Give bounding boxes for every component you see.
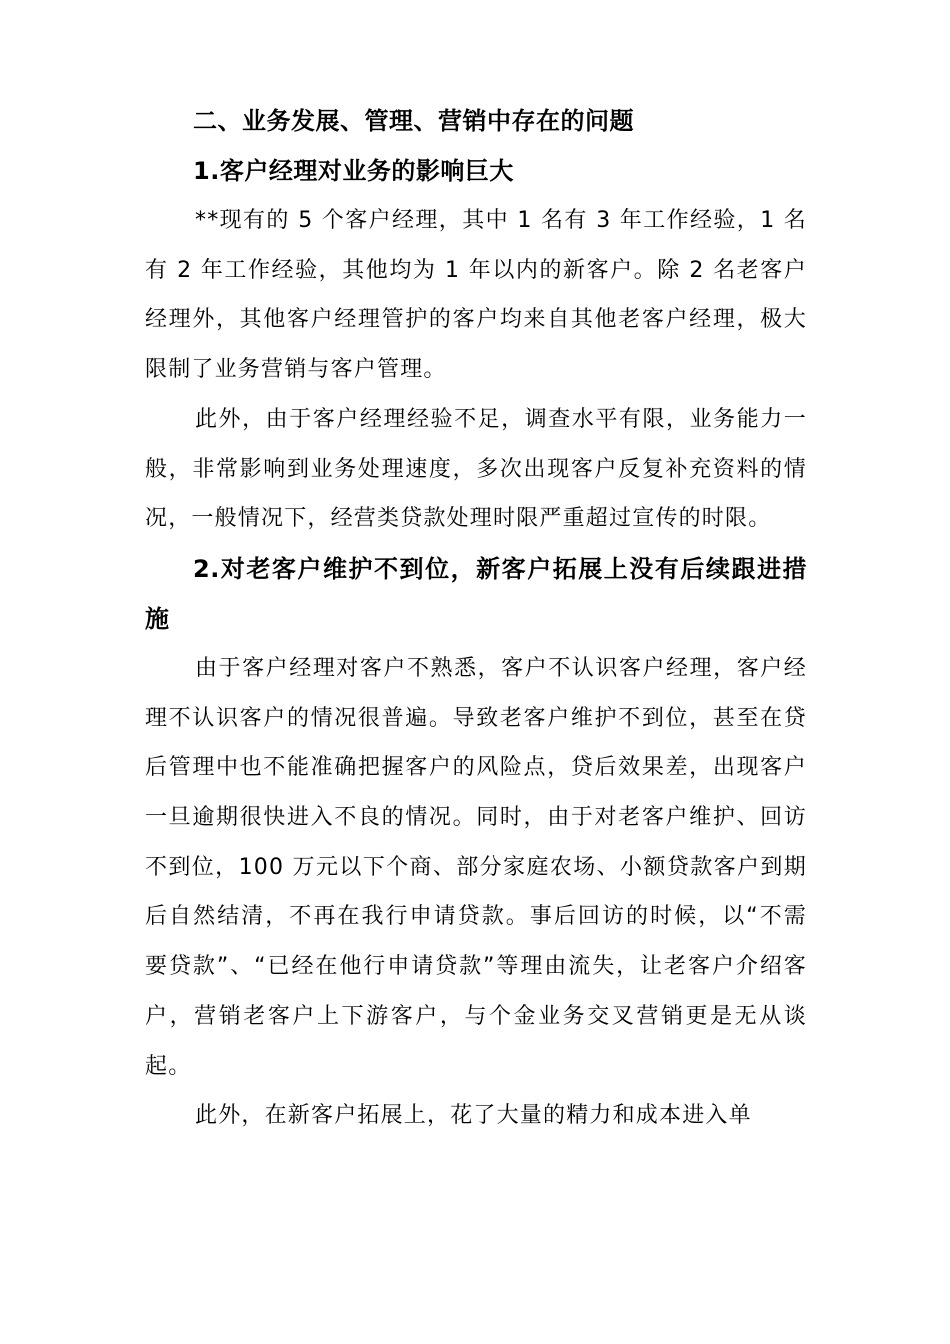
document-body [145,96,807,1141]
subheading-customer-manager-impact: 1.客户经理对业务的影响巨大 [193,157,514,185]
paragraph-manager-experience: **现有的 5 个客户经理，其中 1 名有 3 年工作经验，1 名有 2 年工作经验，其他均为 1 年以内的新客户。除 2 名老客户经理外，其他客户经理管护的客户均来自其他老客户经理，极大限制了业务营销与客户管理。 [145,208,807,383]
subheading-customer-maintenance: 2.对老客户维护不到位，新客户拓展上没有后续跟进措施 [145,554,807,633]
paragraph-new-customer-expansion: 此外，在新客户拓展上，花了大量的精力和成本进入单 [195,1103,752,1129]
paragraph-customer-unfamiliarity: 由于客户经理对客户不熟悉，客户不认识客户经理，客户经理不认识客户的情况很普遍。导致老客户维护不到位，甚至在贷后管理中也不能准确把握客户的风险点，贷后效果差，出现客户一旦逾期很快进入不良的情况。同时，由于对老客户维护、回访不到位，100 万元以下个商、部分家庭农场、小额贷款客户到期后自然结清，不再在我行申请贷款。事后回访的时候，以“不需要贷款”、“已经在他行申请贷款”等理由流失，让老客户介绍客户，营销老客户上下游客户，与个金业务交叉营销更是无从谈起。 [145,655,807,1079]
paragraph-insufficient-experience: 此外，由于客户经理经验不足，调查水平有限，业务能力一般，非常影响到业务处理速度，多次出现客户反复补充资料的情况，一般情况下，经营类贷款处理时限严重超过宣传的时限。 [145,406,807,532]
section-heading: 二、业务发展、管理、营销中存在的问题 [193,107,634,135]
